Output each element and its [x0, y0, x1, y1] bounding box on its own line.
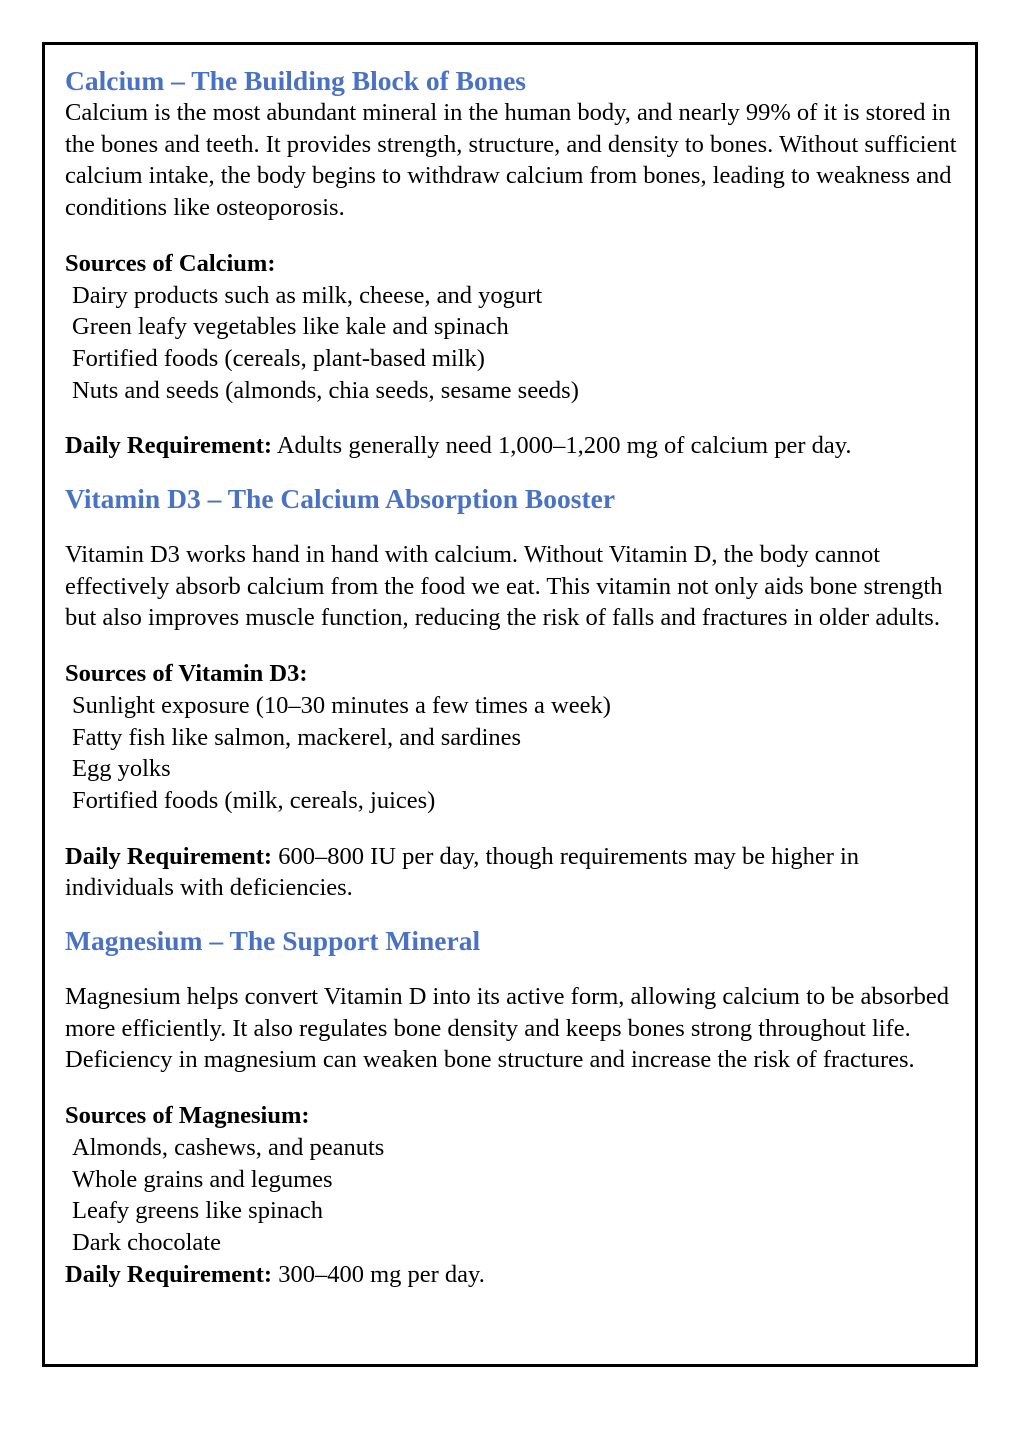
list-item: Nuts and seeds (almonds, chia seeds, sesame seeds): [72, 376, 579, 404]
daily-requirement-calcium: [65, 430, 959, 462]
requirement-text: 600–800 IU per day, though requirements may be higher in individuals with deficiencies.: [65, 842, 860, 902]
requirement-text: Adults generally need 1,000–1,200 mg of calcium per day.: [272, 432, 852, 460]
requirement-label: Daily Requirement:: [65, 432, 273, 460]
sources-heading-vitamin-d3: Sources of Vitamin D3:: [65, 660, 308, 688]
sources-list-magnesium: [65, 1132, 959, 1259]
list-item: Leafy greens like spinach: [72, 1197, 324, 1225]
list-item: Fortified foods (milk, cereals, juices): [72, 786, 436, 814]
section-paragraph-magnesium: Magnesium helps convert Vitamin D into its active form, allowing calcium to be absorbed more efficiently. It also regulates bone density and keeps bones strong throughout life. Deficiency in magnesium can weaken bone structure and increase the risk of fractures.: [65, 983, 949, 1074]
requirement-label: Daily Requirement:: [65, 1260, 273, 1288]
list-item: Dairy products such as milk, cheese, and yogurt: [72, 281, 543, 309]
list-item: Whole grains and legumes: [72, 1165, 333, 1193]
sources-heading-magnesium: Sources of Magnesium:: [65, 1102, 310, 1130]
sources-heading-calcium: Sources of Calcium:: [65, 249, 276, 277]
list-item: Egg yolks: [72, 755, 171, 783]
daily-requirement-vitamin-d3: [65, 841, 959, 904]
document-frame: [42, 42, 978, 1367]
section-magnesium: [65, 925, 959, 1290]
list-item: Almonds, cashews, and peanuts: [72, 1133, 385, 1161]
section-paragraph-vitamin-d3: Vitamin D3 works hand in hand with calcium. Without Vitamin D, the body cannot effectively absorb calcium from the food we eat. This vitamin not only aids bone strength but also improves muscle function, reducing the risk of falls and fractures in older adults.: [65, 541, 943, 632]
list-item: Green leafy vegetables like kale and spinach: [72, 313, 509, 341]
list-item: Fortified foods (cereals, plant-based milk): [72, 344, 485, 372]
list-item: Sunlight exposure (10–30 minutes a few times a week): [72, 691, 611, 719]
section-calcium: [65, 65, 959, 462]
list-item: Dark chocolate: [72, 1228, 221, 1256]
daily-requirement-magnesium: [65, 1259, 959, 1291]
sources-list-vitamin-d3: [65, 690, 959, 817]
section-vitamin-d3: [65, 483, 959, 904]
section-title-magnesium: Magnesium – The Support Mineral: [65, 925, 481, 957]
section-title-calcium: Calcium – The Building Block of Bones: [65, 65, 526, 96]
section-paragraph-calcium: Calcium is the most abundant mineral in the human body, and nearly 99% of it is stored in the bones and teeth. It provides strength, structure, and density to bones. Without sufficient calcium intake, the body begins to withdraw calcium from bones, leading to weakness and conditions like osteoporosis.: [65, 99, 957, 222]
section-title-vitamin-d3: Vitamin D3 – The Calcium Absorption Booster: [65, 483, 616, 515]
sources-list-calcium: [65, 280, 959, 407]
list-item: Fatty fish like salmon, mackerel, and sardines: [72, 723, 522, 751]
requirement-label: Daily Requirement:: [65, 842, 273, 870]
requirement-text: 300–400 mg per day.: [272, 1260, 485, 1288]
document-content: [65, 65, 959, 1290]
